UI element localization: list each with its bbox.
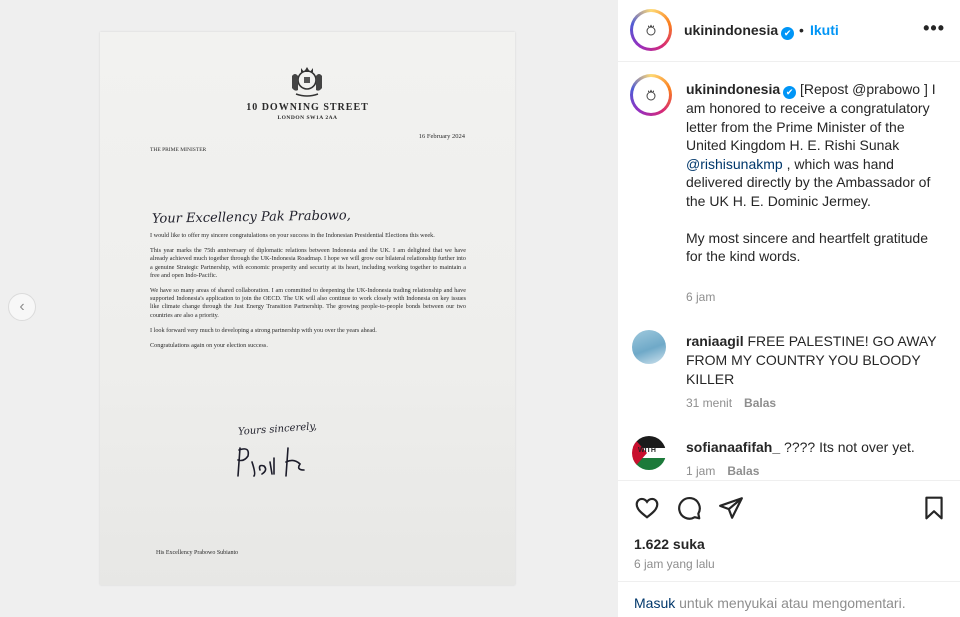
avatar[interactable] — [632, 436, 666, 470]
like-count[interactable]: 1.622 suka — [634, 536, 705, 552]
avatar[interactable] — [632, 330, 666, 364]
action-bar — [618, 480, 960, 530]
verified-badge-icon: ✔ — [783, 86, 796, 99]
letter-closing: Yours sincerely, — [237, 421, 318, 438]
comment-time[interactable]: 1 jam — [686, 464, 716, 478]
bookmark-icon[interactable] — [921, 495, 947, 521]
username-text[interactable]: ukinindonesia — [684, 22, 779, 38]
caption-timestamp[interactable]: 6 jam — [686, 290, 716, 304]
separator-dot: • — [799, 22, 804, 38]
login-link[interactable]: Masuk — [634, 595, 676, 611]
avatar-inner — [633, 12, 669, 48]
comment-text — [686, 332, 954, 389]
royal-crest-icon — [286, 58, 328, 100]
caption-username[interactable]: ukinindonesia — [686, 81, 781, 97]
caption-body: , which was hand delivered directly by the Ambassador of the UK H. E. Dominic Jermey. — [686, 155, 931, 209]
mention-link[interactable]: @rishisunakmp — [686, 155, 783, 172]
header-username[interactable] — [684, 22, 794, 40]
caption-body: I am honored to receive a congratulatory letter from the Prime Minister of the United Kingdom H. E. Rishi Sunak — [686, 81, 936, 153]
verified-badge-icon: ✔ — [781, 27, 794, 40]
caption-body: My most sincere and heartfelt gratitude for the kind words. — [686, 229, 929, 264]
comment-text — [686, 438, 954, 457]
heart-icon[interactable] — [634, 495, 660, 521]
letter-paragraph: I look forward very much to developing a strong partnership with you over the years ahead. — [150, 326, 377, 334]
login-prompt-text: untuk menyukai atau mengomentari. — [679, 595, 906, 611]
avatar-caption: WITH — [638, 447, 656, 454]
previous-arrow-icon[interactable]: ‹ — [8, 293, 36, 321]
repost-text: [Repost @prabowo ] — [800, 81, 928, 97]
letter-paragraph: I would like to offer my sincere congratulations on your success in the Indonesian Presidential Elections this week. — [150, 232, 435, 239]
letter-date: 16 February 2024 — [418, 133, 465, 140]
letter-body — [150, 232, 466, 357]
reply-button[interactable]: Balas — [744, 396, 777, 410]
comment-username[interactable]: sofianaafifah_ — [686, 439, 781, 455]
comment-meta — [686, 396, 776, 410]
reply-button[interactable]: Balas — [727, 464, 760, 478]
letterhead-city: LONDON SW1A 2AA — [277, 115, 338, 121]
crest-icon — [643, 87, 659, 103]
letter-paragraph: We have so many areas of shared collaboration. I am committed to deepening the UK-Indonesia trading relationship and have supported Indonesia's application to join the OECD. The UK will also continue to work closely with Indonesia on key issues like climate change through the Just Energy Transition Partnership. The growing people-to-people bonds between our two countries are also a priority. — [150, 287, 466, 319]
avatar-inner — [633, 77, 669, 113]
more-options-icon[interactable]: ••• — [923, 18, 945, 38]
share-icon[interactable] — [718, 495, 744, 521]
post-timestamp[interactable]: 6 jam yang lalu — [634, 557, 715, 571]
comment-icon[interactable] — [676, 495, 702, 521]
avatar[interactable] — [630, 74, 672, 116]
letterhead-address: 10 DOWNING STREET — [246, 102, 369, 113]
post-header — [618, 0, 960, 62]
comment-meta — [686, 464, 759, 478]
comment-time[interactable]: 31 menit — [686, 396, 733, 410]
letter-recipient: His Excellency Prabowo Subianto — [156, 550, 239, 556]
login-prompt — [618, 581, 960, 617]
letter-paragraph: Congratulations again on your election success. — [150, 342, 268, 350]
follow-button[interactable]: Ikuti — [810, 22, 839, 38]
letter-paragraph: This year marks the 75th anniversary of diplomatic relations between Indonesia and the UK. I am delighted that we have already achieved much together through the UK-Indonesia Roadmap. I hope we will grow our bilateral relationship further into a genuine Strategic Partnership, with economic prosperity and security at its heart, including working together to maintain a free and open Indo-Pacific. — [150, 247, 466, 279]
avatar[interactable] — [630, 9, 672, 51]
post-side-panel — [617, 0, 960, 617]
caption-text — [686, 80, 942, 266]
letter-salutation: Your Excellency Pak Prabowo, — [151, 208, 351, 227]
comment-body: FREE PALESTINE! GO AWAY FROM MY COUNTRY YOU BLOODY KILLER — [686, 333, 937, 387]
comment-body: ???? Its not over yet. — [784, 439, 915, 455]
comment-username[interactable]: raniaagil — [686, 333, 744, 349]
letter-photo — [100, 32, 515, 585]
letter-sender-title: THE PRIME MINISTER — [150, 147, 207, 153]
signature — [230, 440, 320, 482]
crest-icon — [643, 22, 659, 38]
